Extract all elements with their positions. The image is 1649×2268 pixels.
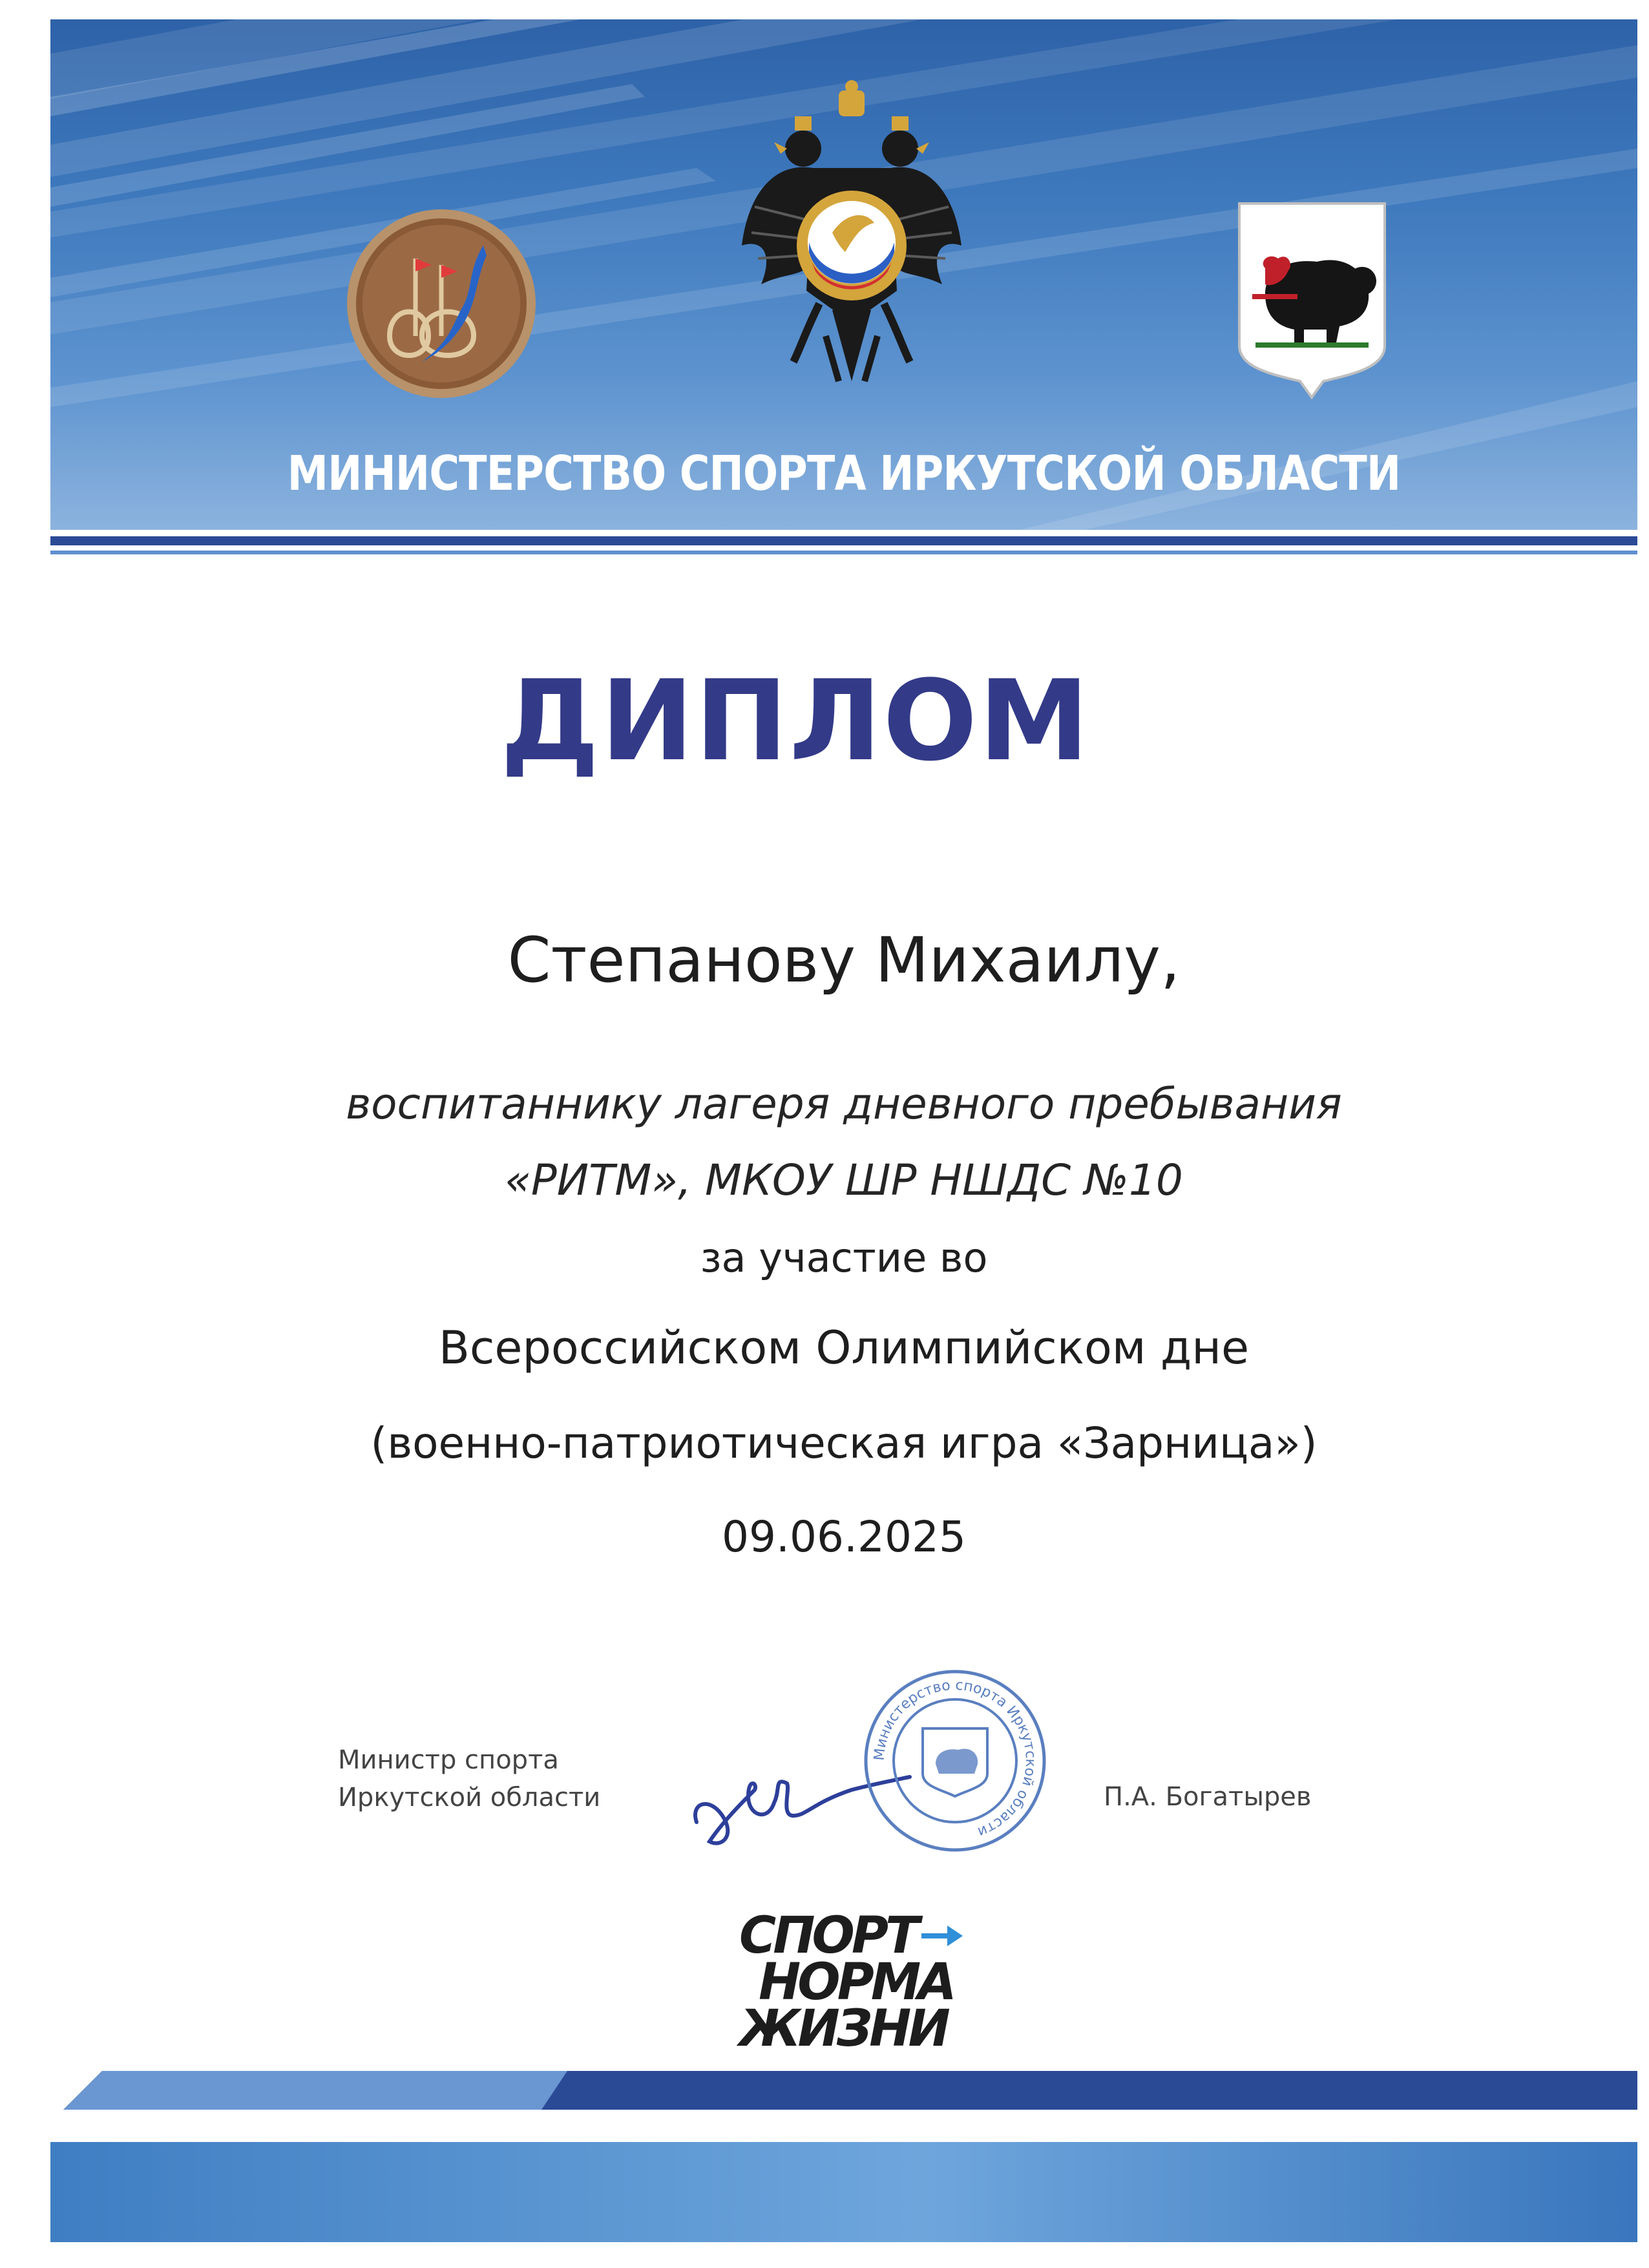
signer-name: П.А. Богатырев [1104, 1782, 1312, 1812]
event-date: 09.06.2025 [722, 1512, 966, 1562]
logo-line-2: НОРМА [759, 1953, 954, 2011]
description-line-1: воспитаннику лагеря дневного пребывания [346, 1079, 1342, 1129]
logo-line-1: СПОРТ [739, 1907, 917, 1965]
signer-role [338, 1741, 600, 1816]
header-divider [50, 536, 1637, 554]
recipient-description [50, 1066, 1637, 1219]
diploma-title: ДИПЛОМ [500, 656, 1091, 786]
game-name: (военно-патриотическая игра «Зарница») [370, 1418, 1318, 1468]
sports-committee-emblem-icon [344, 207, 538, 401]
description-line-2: «РИТМ», МКОУ ШР НШДС №10 [505, 1155, 1183, 1205]
award-reason: за участие во [700, 1234, 988, 1281]
sport-norm-life-logo [739, 1907, 998, 2058]
irkutsk-coat-of-arms-icon [1233, 197, 1391, 401]
recipient-name: Степанову Михаилу, [507, 924, 1181, 996]
signer-role-line-1: Министр спорта [338, 1745, 559, 1775]
signer-role-line-2: Иркутской области [338, 1783, 601, 1812]
logo-line-3: ЖИЗНИ [739, 2000, 947, 2058]
stamp-ring-text: Министерство спорта Иркутской области [871, 1677, 1039, 1840]
footer-stripe [50, 2071, 1637, 2110]
diploma-sheet [50, 19, 1637, 2249]
official-stamp [861, 1667, 1049, 1854]
arrow-right-icon [921, 1923, 963, 1949]
header-banner [50, 19, 1637, 530]
ministry-title: МИНИСТЕРСТВО СПОРТА ИРКУТСКОЙ ОБЛАСТИ [287, 446, 1401, 501]
double-headed-eagle-icon [735, 78, 968, 414]
event-name: Всероссийском Олимпийском дне [438, 1321, 1250, 1374]
footer-band [50, 2142, 1637, 2242]
